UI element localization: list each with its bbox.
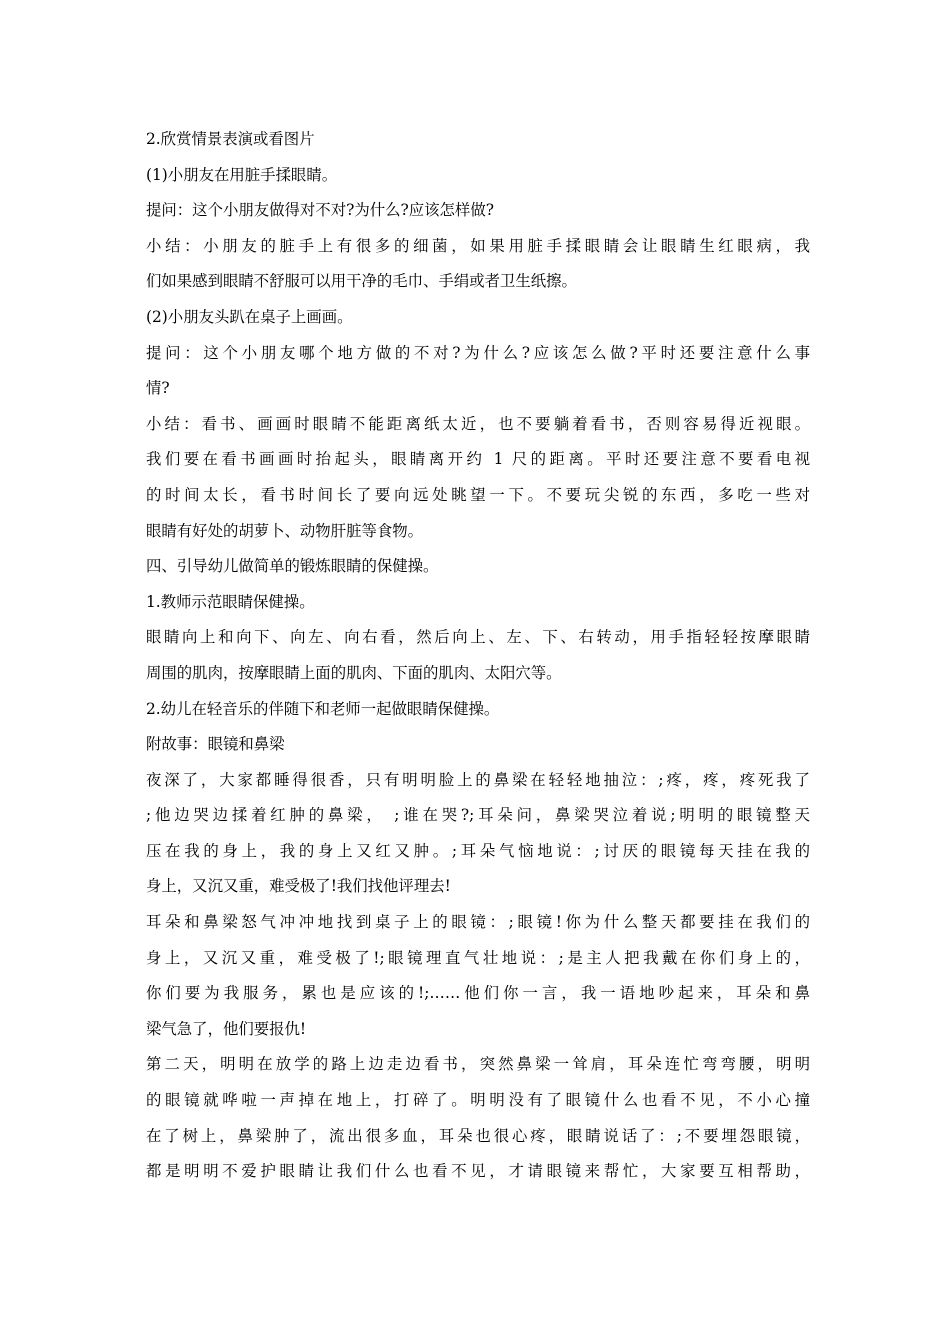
text-line: 梁气急了，他们要报仇! xyxy=(146,1019,307,1038)
text-line: 小结：小朋友的脏手上有很多的细菌，如果用脏手揉眼睛会让眼睛生红眼病，我 xyxy=(146,236,810,255)
text-line: 四、引导幼儿做简单的锻炼眼睛的保健操。 xyxy=(146,557,439,576)
text-line: 2.幼儿在轻音乐的伴随下和老师一起做眼睛保健操。 xyxy=(146,699,500,718)
text-line: 都是明明不爱护眼睛让我们什么也看不见，才请眼镜来帮忙，大家要互相帮助， xyxy=(146,1162,810,1181)
text-line: 1.教师示范眼睛保健操。 xyxy=(146,592,315,611)
text-line: 你们要为我服务，累也是应该的!;……他们你一言，我一语地吵起来，耳朵和鼻 xyxy=(146,984,810,1003)
text-line: 在了树上，鼻梁肿了，流出很多血，耳朵也很心疼，眼睛说话了：;不要埋怨眼镜， xyxy=(146,1126,810,1145)
text-line: 情? xyxy=(146,379,170,398)
text-line: 的眼镜就哗啦一声掉在地上，打碎了。明明没有了眼镜什么也看不见，不小心撞 xyxy=(146,1091,810,1110)
text-line: 身上，又沉又重，难受极了!;眼镜理直气壮地说：;是主人把我戴在你们身上的， xyxy=(146,948,810,967)
text-line: (2)小朋友头趴在桌子上画画。 xyxy=(146,307,353,326)
text-line: 身上，又沉又重，难受极了!我们找他评理去! xyxy=(146,877,451,896)
text-line: 第二天，明明在放学的路上边走边看书，突然鼻梁一耸肩，耳朵连忙弯弯腰，明明 xyxy=(146,1055,810,1074)
text-line: 提问：这个小朋友做得对不对?为什么?应该怎样做? xyxy=(146,201,494,220)
text-line: 提问：这个小朋友哪个地方做的不对?为什么?应该怎么做?平时还要注意什么事 xyxy=(146,343,810,362)
text-line: 小结：看书、画画时眼睛不能距离纸太近，也不要躺着看书，否则容易得近视眼。 xyxy=(146,414,810,433)
text-line: 夜深了，大家都睡得很香，只有明明脸上的鼻梁在轻轻地抽泣：;疼，疼，疼死我了 xyxy=(146,770,810,789)
document-page xyxy=(146,122,810,1190)
text-line: ;他边哭边揉着红肿的鼻梁， ;谁在哭?;耳朵问，鼻梁哭泣着说;明明的眼镜整天 xyxy=(146,806,810,825)
text-line: 的时间太长，看书时间长了要向远处眺望一下。不要玩尖锐的东西，多吃一些对 xyxy=(146,485,810,504)
text-line: 们如果感到眼睛不舒服可以用干净的毛巾、手绢或者卫生纸擦。 xyxy=(146,272,577,291)
text-line: 耳朵和鼻梁怒气冲冲地找到桌子上的眼镜：;眼镜!你为什么整天都要挂在我们的 xyxy=(146,913,810,932)
text-line: 压在我的身上，我的身上又红又肿。;耳朵气恼地说：;讨厌的眼镜每天挂在我的 xyxy=(146,841,810,860)
text-line: 2.欣赏情景表演或看图片 xyxy=(146,130,315,148)
text-line: 附故事：眼镜和鼻梁 xyxy=(146,735,285,754)
text-line: 周围的肌肉，按摩眼睛上面的肌肉、下面的肌肉、太阳穴等。 xyxy=(146,663,562,682)
text-line: 我们要在看书画画时抬起头，眼睛离开约 1 尺的距离。平时还要注意不要看电视 xyxy=(146,450,810,469)
text-line: (1)小朋友在用脏手揉眼睛。 xyxy=(146,165,338,184)
text-line: 眼睛有好处的胡萝卜、动物肝脏等食物。 xyxy=(146,521,424,540)
text-line: 眼睛向上和向下、向左、向右看，然后向上、左、下、右转动，用手指轻轻按摩眼睛 xyxy=(146,628,810,647)
